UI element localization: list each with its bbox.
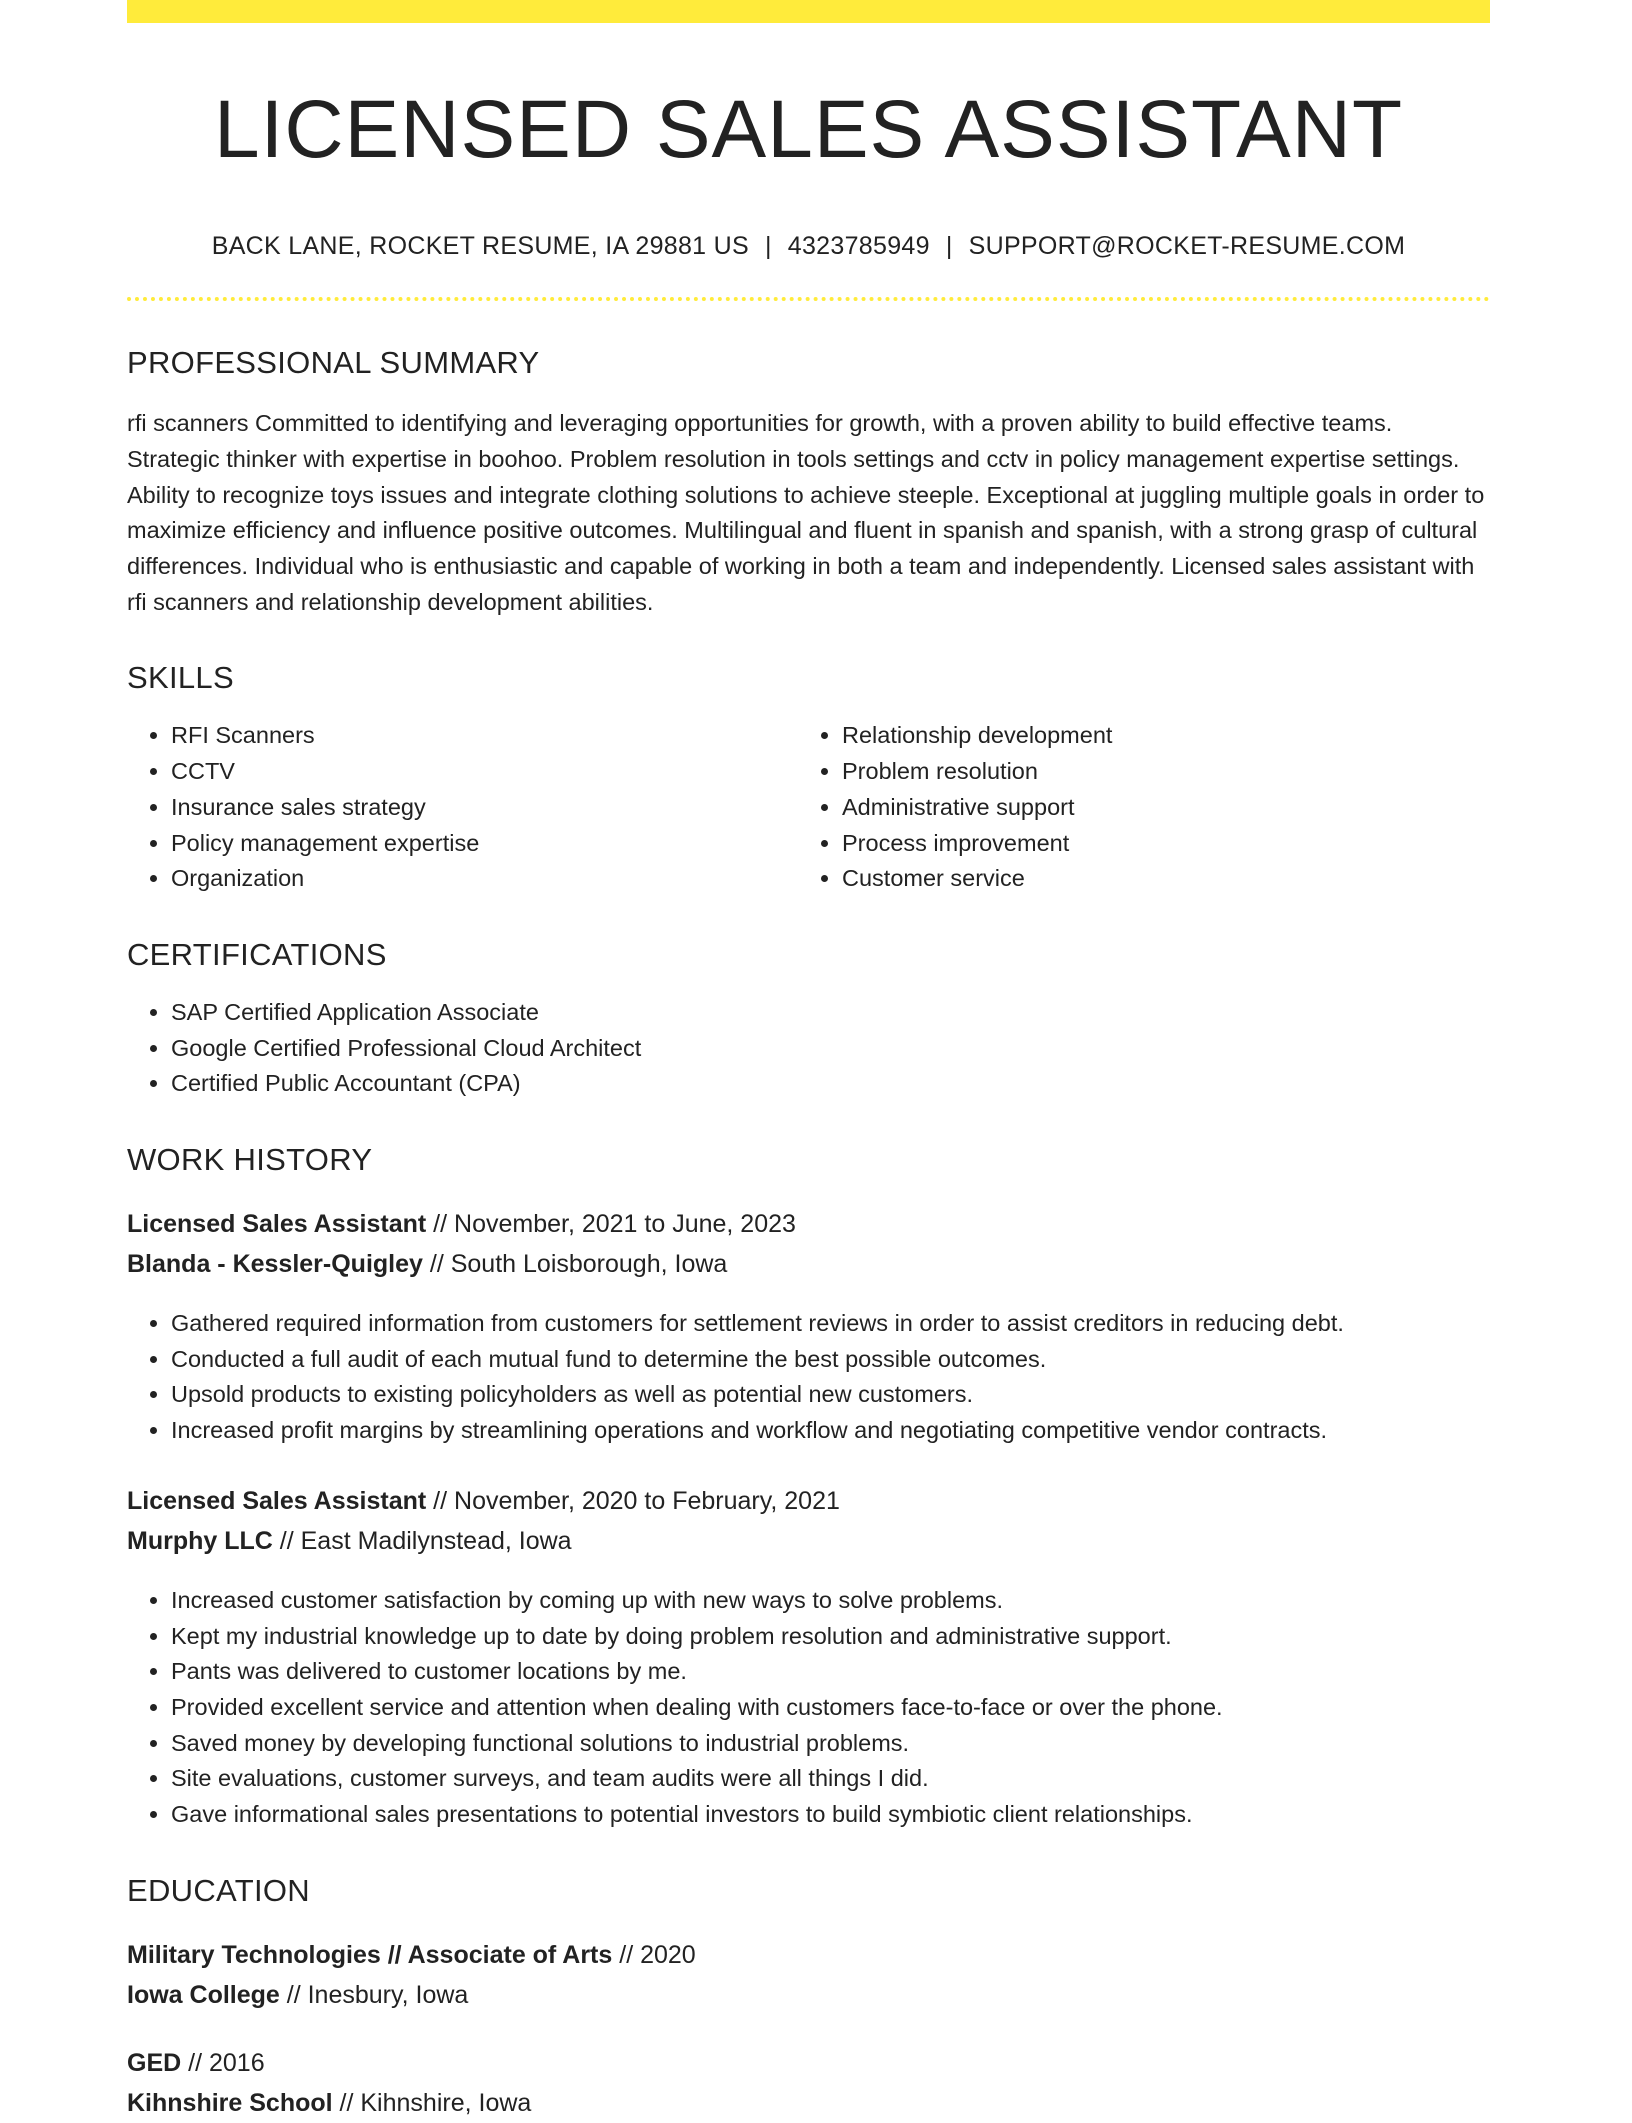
skill-item: • Insurance sales strategy bbox=[171, 790, 798, 826]
job-bullet: • Saved money by developing functional solutions to industrial problems. bbox=[171, 1726, 1490, 1762]
job-bullet: • Increased customer satisfaction by coming up with new ways to solve problems. bbox=[171, 1583, 1490, 1619]
job-location: // South Loisborough, Iowa bbox=[429, 1250, 728, 1279]
education-degree: Military Technologies // Associate of Arts bbox=[127, 1940, 613, 1969]
summary-text: rfi scanners Committed to identifying and leveraging opportunities for growth, with a proven ability to build effective teams. Strategic thinker with expertise in boohoo. Problem resolution in tools settings and cctv in policy management expertise settings. Ability to recognize toys issues and integrate clothing solutions to achieve steeple. Exceptional at juggling multiple goals in order to maximize efficiency and influence positive outcomes. Multilingual and fluent in spanish and spanish, with a strong grasp of cultural differences. Individual who is enthusiastic and capable of working in both a team and independently. Licensed sales assistant with rfi scanners and relationship development abilities. bbox=[127, 410, 1485, 615]
education-year: // 2020 bbox=[619, 1940, 696, 1969]
job-role: Licensed Sales Assistant bbox=[127, 1486, 427, 1515]
education-degree: GED bbox=[127, 2048, 182, 2077]
education-entry bbox=[127, 1935, 1490, 2015]
job-bullet: • Kept my industrial knowledge up to date by doing problem resolution and administrative support. bbox=[171, 1619, 1490, 1655]
job-bullet: • Increased profit margins by streamlining operations and workflow and negotiating competitive vendor contracts. bbox=[171, 1413, 1490, 1449]
contact-separator: | bbox=[764, 232, 772, 261]
skill-item: • Administrative support bbox=[842, 790, 1490, 826]
skill-item: • Problem resolution bbox=[842, 754, 1490, 790]
skill-item: • Policy management expertise bbox=[171, 826, 798, 862]
skill-item: • CCTV bbox=[171, 754, 798, 790]
education-location: // Kihnshire, Iowa bbox=[339, 2088, 532, 2117]
contact-address: BACK LANE, ROCKET RESUME, IA 29881 US bbox=[211, 232, 749, 261]
contact-separator: | bbox=[945, 232, 953, 261]
skill-item: • RFI Scanners bbox=[171, 718, 798, 754]
education-school: Iowa College bbox=[127, 1980, 280, 2009]
job-bullet: • Gathered required information from customers for settlement reviews in order to assist creditors in reducing debt. bbox=[171, 1306, 1490, 1342]
job-entry bbox=[127, 1481, 1490, 1833]
skills-column-right bbox=[798, 718, 1490, 897]
skills-heading: SKILLS bbox=[127, 660, 234, 696]
certification-item: • Google Certified Professional Cloud Architect bbox=[171, 1031, 1490, 1067]
dotted-divider bbox=[127, 297, 1490, 301]
work-history-section bbox=[127, 1142, 1490, 1833]
contact-phone: 4323785949 bbox=[787, 232, 930, 261]
job-bullet: • Conducted a full audit of each mutual fund to determine the best possible outcomes. bbox=[171, 1342, 1490, 1378]
skill-item: • Relationship development bbox=[842, 718, 1490, 754]
job-bullet: • Pants was delivered to customer locations by me. bbox=[171, 1654, 1490, 1690]
skill-item: • Organization bbox=[171, 861, 798, 897]
job-company: Murphy LLC bbox=[127, 1526, 273, 1555]
job-bullet: • Provided excellent service and attention when dealing with customers face-to-face or over the phone. bbox=[171, 1690, 1490, 1726]
education-location: // Inesbury, Iowa bbox=[286, 1980, 469, 2009]
contact-email: SUPPORT@ROCKET-RESUME.COM bbox=[968, 232, 1406, 261]
education-entry bbox=[127, 2043, 1490, 2123]
certifications-section bbox=[127, 937, 1490, 1102]
contact-line bbox=[127, 232, 1490, 261]
job-dates: // November, 2020 to February, 2021 bbox=[433, 1486, 840, 1515]
job-header bbox=[127, 1204, 1490, 1284]
skills-section bbox=[127, 660, 1490, 897]
skill-item: • Process improvement bbox=[842, 826, 1490, 862]
work-history-heading: WORK HISTORY bbox=[127, 1142, 373, 1178]
accent-top-bar bbox=[127, 0, 1490, 23]
job-bullet: • Gave informational sales presentations to potential investors to build symbiotic client relationships. bbox=[171, 1797, 1490, 1833]
certification-item: • SAP Certified Application Associate bbox=[171, 995, 1490, 1031]
certification-item: • Certified Public Accountant (CPA) bbox=[171, 1066, 1490, 1102]
job-bullet: • Upsold products to existing policyholders as well as potential new customers. bbox=[171, 1377, 1490, 1413]
skills-column-left bbox=[127, 718, 798, 897]
job-company: Blanda - Kessler-Quigley bbox=[127, 1250, 423, 1279]
education-heading: EDUCATION bbox=[127, 1872, 310, 1908]
job-entry bbox=[127, 1204, 1490, 1449]
certifications-heading: CERTIFICATIONS bbox=[127, 936, 387, 972]
job-bullet: • Site evaluations, customer surveys, and team audits were all things I did. bbox=[171, 1761, 1490, 1797]
resume-page bbox=[127, 0, 1490, 2123]
skill-item: • Customer service bbox=[842, 861, 1490, 897]
education-year: // 2016 bbox=[188, 2048, 265, 2077]
job-location: // East Madilynstead, Iowa bbox=[279, 1526, 572, 1555]
summary-heading: PROFESSIONAL SUMMARY bbox=[127, 345, 540, 381]
job-header bbox=[127, 1481, 1490, 1561]
job-role: Licensed Sales Assistant bbox=[127, 1210, 427, 1239]
education-section bbox=[127, 1873, 1490, 2123]
skills-grid bbox=[127, 718, 1490, 897]
job-dates: // November, 2021 to June, 2023 bbox=[433, 1210, 796, 1239]
education-school: Kihnshire School bbox=[127, 2088, 333, 2117]
resume-title: LICENSED SALES ASSISTANT bbox=[213, 84, 1404, 175]
